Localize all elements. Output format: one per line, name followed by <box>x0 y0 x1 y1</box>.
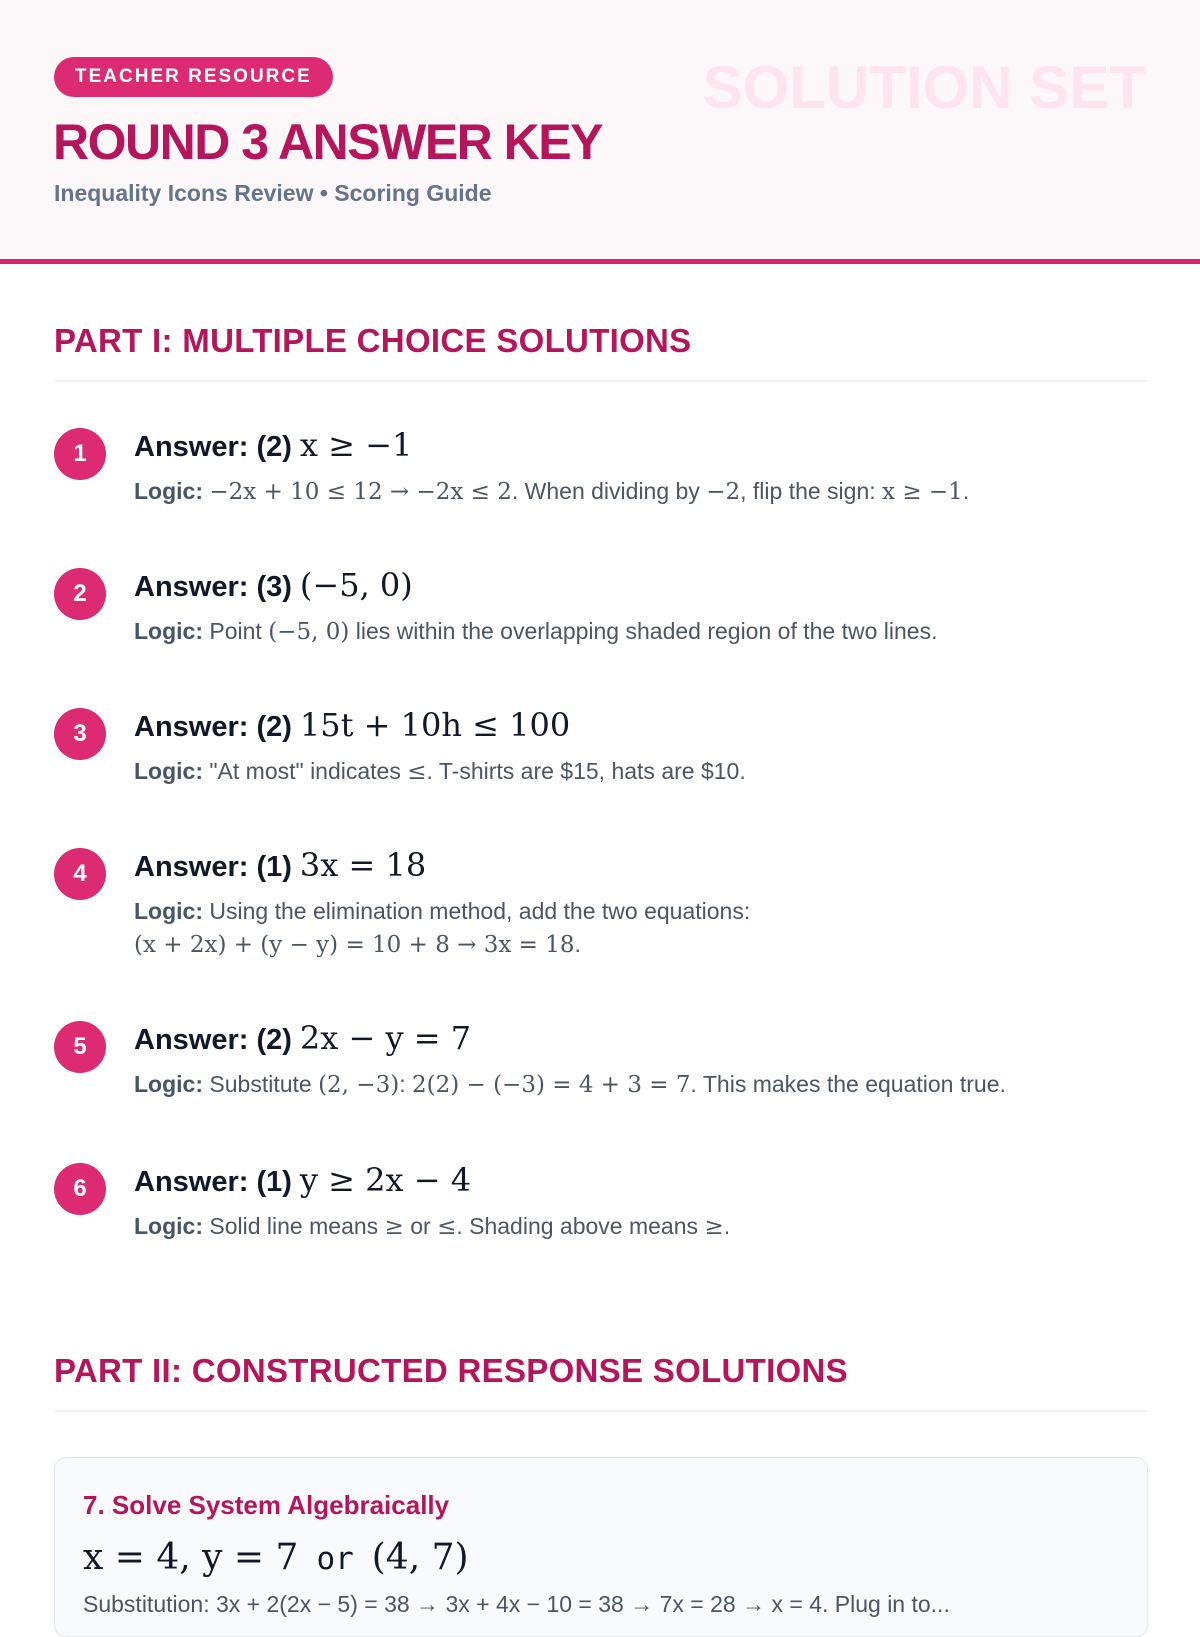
card-work: Substitution: 3x + 2(2x − 5) = 38 → 3x + 4x − 10 = 38 → 7x = 28 → x = 4. Plug in to... <box>83 1591 950 1617</box>
logic-math: (x + 2x) + (y − y) = 10 + 8 → 3x = 18 <box>134 932 575 958</box>
answer-label: Answer: (2) <box>134 431 292 463</box>
solution-set-watermark: SOLUTION SET <box>702 54 1146 121</box>
logic-label: Logic: <box>134 898 203 924</box>
header-banner <box>0 0 1200 264</box>
logic-math: 2(2) − (−3) = 4 + 3 = 7 <box>411 1072 691 1098</box>
answer-line <box>134 425 412 472</box>
logic-math: ≥ <box>384 1214 404 1240</box>
logic-text: . Shading above means <box>456 1213 705 1239</box>
logic-math: ≤ <box>437 1214 457 1240</box>
logic-text: lies within the overlapping shaded region of the two lines. <box>349 618 938 644</box>
logic-label: Logic: <box>134 478 203 504</box>
part-1-heading: PART I: MULTIPLE CHOICE SOLUTIONS <box>54 320 1148 382</box>
answer-label: Answer: (1) <box>134 851 292 883</box>
card-title: 7. Solve System Algebraically <box>83 1490 450 1520</box>
answer-math: x = 4, y = 7 <box>83 1537 299 1578</box>
logic-explanation <box>134 895 1148 962</box>
teacher-resource-badge: TEACHER RESOURCE <box>54 57 333 97</box>
logic-explanation <box>134 1068 1148 1102</box>
logic-label: Logic: <box>134 758 203 784</box>
logic-explanation <box>134 1210 1148 1244</box>
logic-explanation <box>134 615 1148 649</box>
logic-text: . When dividing by <box>511 478 707 504</box>
question-number-badge: 3 <box>54 708 106 760</box>
logic-text: . <box>574 931 581 957</box>
answer-math: (4, 7) <box>371 1537 469 1578</box>
page-title: ROUND 3 ANSWER KEY <box>53 114 602 170</box>
answer-math: 2x − y = 7 <box>299 1019 472 1057</box>
logic-text: Point <box>209 618 269 644</box>
logic-text: : <box>399 1071 412 1097</box>
logic-text: "At most" indicates <box>209 758 408 784</box>
answer-line <box>134 1160 471 1207</box>
answer-math: x ≥ −1 <box>299 426 413 464</box>
answer-math: y ≥ 2x − 4 <box>299 1161 472 1199</box>
answer-math: (−5, 0) <box>299 566 413 604</box>
logic-text: or <box>403 1213 438 1239</box>
answer-line <box>134 845 426 892</box>
logic-label: Logic: <box>134 618 203 644</box>
answer-line <box>134 1018 471 1065</box>
logic-text: Substitute <box>209 1071 319 1097</box>
answer-label: Answer: (2) <box>134 1024 292 1056</box>
logic-text: Using the elimination method, add the two equations: <box>209 898 751 924</box>
logic-text: . <box>723 1213 731 1239</box>
logic-math: −2 <box>706 479 741 505</box>
logic-math: (−5, 0) <box>268 619 350 645</box>
answer-label: Answer: (3) <box>134 571 292 603</box>
answer-label: Answer: (1) <box>134 1166 292 1198</box>
answer-line <box>134 565 413 612</box>
logic-explanation <box>134 755 1148 789</box>
logic-text: , flip the sign: <box>740 478 883 504</box>
logic-math: ≥ <box>704 1214 724 1240</box>
part-2-heading: PART II: CONSTRUCTED RESPONSE SOLUTIONS <box>54 1350 1148 1412</box>
logic-text: . T-shirts are $15, hats are $10. <box>426 758 746 784</box>
constructed-response-card-7 <box>54 1457 1148 1637</box>
question-number-badge: 6 <box>54 1163 106 1215</box>
question-number-badge: 2 <box>54 568 106 620</box>
answer-label: Answer: (2) <box>134 711 292 743</box>
logic-label: Logic: <box>134 1071 203 1097</box>
answer-math: 3x = 18 <box>299 846 427 884</box>
page-subtitle: Inequality Icons Review • Scoring Guide <box>54 180 492 206</box>
logic-math: x ≥ −1 <box>882 479 963 505</box>
logic-math: −2x + 10 ≤ 12 → −2x ≤ 2 <box>209 479 512 505</box>
card-answer <box>83 1534 469 1582</box>
logic-label: Logic: <box>134 1213 203 1239</box>
answer-or: or <box>316 1541 354 1577</box>
answer-math: 15t + 10h ≤ 100 <box>299 706 571 744</box>
logic-math: ≤ <box>407 759 427 785</box>
question-number-badge: 1 <box>54 428 106 480</box>
logic-text: . This makes the equation true. <box>690 1071 1006 1097</box>
question-number-badge: 4 <box>54 848 106 900</box>
question-number-badge: 5 <box>54 1021 106 1073</box>
answer-line <box>134 705 570 752</box>
logic-text: . <box>962 478 970 504</box>
logic-explanation <box>134 475 1148 509</box>
logic-math: (2, −3) <box>318 1072 400 1098</box>
logic-text: Solid line means <box>209 1213 385 1239</box>
